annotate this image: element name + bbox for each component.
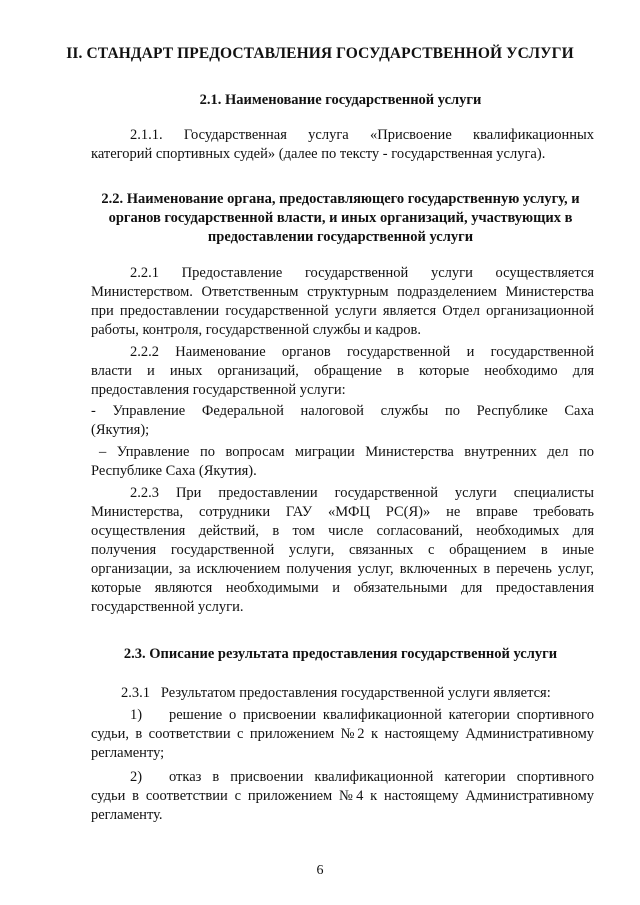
paragraph-2-2-3 (91, 484, 594, 617)
paragraph-line (91, 768, 594, 787)
paragraph-line: 2.2.2 Наименование органов государственной и государственной (130, 344, 594, 360)
item-number: 2) (130, 769, 143, 785)
item-text: решение о присвоении квалификационной категории спортивного (169, 707, 594, 723)
paragraph-line: государственной услуги. (91, 599, 244, 615)
section-title: II. СТАНДАРТ ПРЕДОСТАВЛЕНИЯ ГОСУДАРСТВЕННОЙ УСЛУГИ (66, 45, 574, 62)
heading-2-3: 2.3. Описание результата предоставления государственной услуги (123, 646, 558, 662)
page-number: 6 (316, 863, 324, 878)
paragraph-line: которые являются необходимыми и обязательными для предоставления (91, 580, 594, 596)
result-item-2 (91, 768, 594, 825)
paragraph-line: Министерством. Ответственным структурным подразделением Министерства (91, 284, 594, 300)
paragraph-2-2-1 (91, 264, 594, 340)
paragraph-line: - Управление Федеральной налоговой службы по Республике Саха (91, 403, 594, 419)
heading-line: предоставлении государственной услуги (207, 229, 474, 245)
paragraph-2-1-1 (91, 126, 594, 164)
item-number: 1) (130, 707, 143, 723)
paragraph-line: 2.1.1. Государственная услуга «Присвоение квалификационных (130, 127, 594, 143)
item-text: отказ в присвоении квалификационной категории спортивного (169, 769, 594, 785)
paragraph-line: (Якутия); (91, 422, 150, 438)
result-item-1 (91, 706, 594, 763)
paragraph-2-2-2 (91, 343, 594, 400)
paragraph-line: 2.2.3 При предоставлении государственной услуги специалисты (130, 485, 594, 501)
paragraph-line: работы, контроля, государственной службы и кадров. (91, 322, 422, 338)
paragraph-line: организации, за исключением получения услуг, включенных в перечень услуг, (91, 561, 594, 577)
paragraph-line: судьи, в соответствии с приложением №2 к настоящему Административному (91, 726, 594, 742)
heading-line: органов государственной власти, и иных организаций, участвующих в (108, 210, 573, 226)
paragraph-line: 2.3.1 Результатом предоставления государственной услуги является: (121, 685, 551, 701)
paragraph-line: осуществления действий, в том числе согласований, необходимых для (91, 523, 594, 539)
paragraph-line: 2.2.1 Предоставление государственной услуги осуществляется (130, 265, 594, 281)
heading-2-1: 2.1. Наименование государственной услуги (199, 92, 482, 108)
paragraph-line: при предоставлении государственной услуги является Отдел организационной (91, 303, 594, 319)
paragraph-line: получения государственной услуги, связанных с обращением в иные (91, 542, 594, 558)
paragraph-line: – Управление по вопросам миграции Министерства внутренних дел по (99, 444, 594, 460)
paragraph-line: Республике Саха (Якутия). (91, 463, 257, 479)
heading-line: 2.2. Наименование органа, предоставляющего государственную услугу, и (101, 191, 580, 207)
list-item-tax-service (91, 402, 594, 440)
paragraph-line: регламенту; (91, 745, 165, 761)
paragraph-line: предоставления государственной услуги: (91, 382, 346, 398)
heading-2-2 (88, 190, 593, 247)
paragraph-2-3-1 (91, 684, 594, 703)
list-item-migration (91, 443, 594, 481)
paragraph-line: Министерства, сотрудники ГАУ «МФЦ РС(Я)» не вправе требовать (91, 504, 594, 520)
paragraph-line: судьи в соответствии с приложением №4 к настоящему Административному (91, 788, 594, 804)
paragraph-line: власти и иных организаций, обращение в которые необходимо для (91, 363, 594, 379)
paragraph-line (91, 706, 594, 725)
paragraph-line: категорий спортивных судей» (далее по тексту - государственная услуга). (91, 146, 546, 162)
paragraph-line: регламенту. (91, 807, 163, 823)
